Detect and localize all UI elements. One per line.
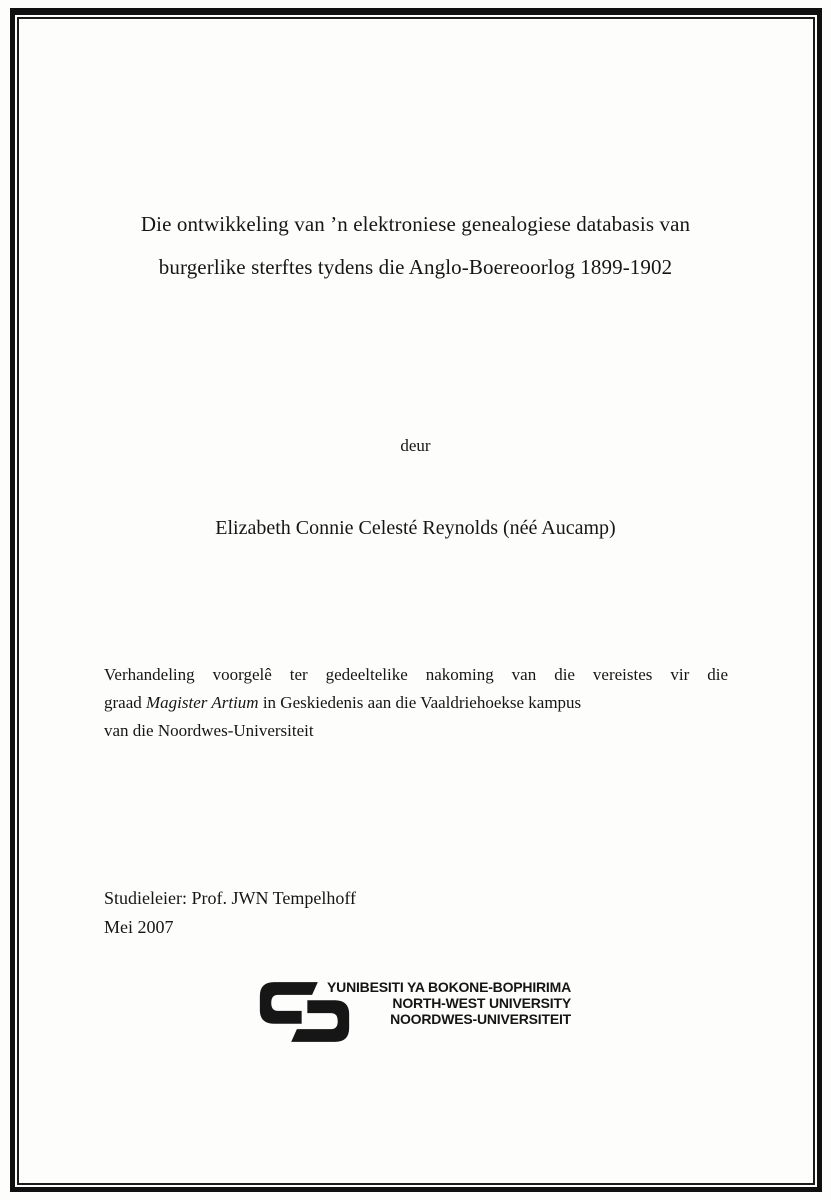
supervisor-line: Studieleier: Prof. JWN Tempelhoff [104,888,357,908]
degree-statement-line3: van die Noordwes-Universiteit [104,721,314,740]
logo-text-english: NORTH-WEST UNIVERSITY [392,995,571,1011]
author-name: Elizabeth Connie Celesté Reynolds (néé Aucamp) [215,517,616,539]
thesis-title [50,203,781,289]
logo-text-setswana: YUNIBESITI YA BOKONE-BOPHIRIMA [327,979,571,995]
byline-label: deur [400,436,431,455]
degree-statement-line2 [104,689,728,717]
university-logo [257,976,577,1048]
degree-statement-line2-post: in Geskiedenis aan die Vaaldriehoekse kampus [258,693,582,712]
degree-statement [104,661,728,745]
thesis-title-line1: Die ontwikkeling van ’n elektroniese genealogiese databasis van [140,212,691,236]
university-logo-wordmark [318,979,571,1027]
logo-text-afrikaans: NOORDWES-UNIVERSITEIT [390,1011,571,1027]
supervisor-block [104,884,356,942]
thesis-title-line2: burgerlike sterftes tydens die Anglo-Boereoorlog 1899-1902 [158,255,673,279]
date-line: Mei 2007 [104,917,174,937]
degree-statement-line1: Verhandeling voorgelê ter gedeeltelike nakoming van die vereistes vir die [104,665,728,684]
degree-statement-line2-pre: graad [104,693,147,712]
degree-name: Magister Artium [146,693,259,712]
